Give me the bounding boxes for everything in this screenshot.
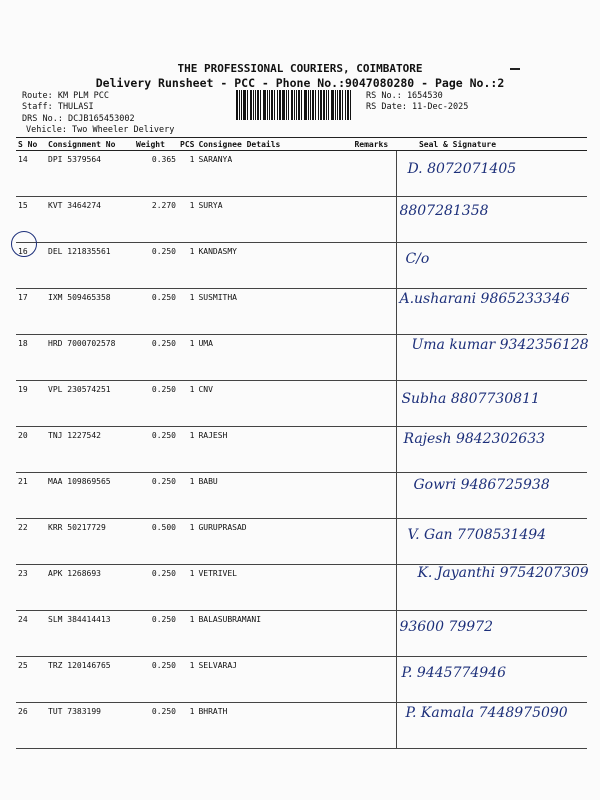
row-weight: 0.250 xyxy=(134,565,178,611)
row-pcs: 1 xyxy=(178,657,196,703)
row-pcs: 1 xyxy=(178,243,196,289)
barcode-bar xyxy=(298,90,300,120)
barcode-bar xyxy=(326,90,327,120)
barcode-bar xyxy=(236,90,238,120)
row-consignee: SURYA xyxy=(196,197,352,243)
row-consignee: SELVARAJ xyxy=(196,657,352,703)
row-consignment: DPI 5379564 xyxy=(46,151,134,197)
table-row xyxy=(16,565,587,611)
row-weight: 0.250 xyxy=(134,703,178,749)
barcode-bar xyxy=(286,90,287,120)
row-consignee: BABU xyxy=(196,473,352,519)
handwritten-signature: P. 9445774946 xyxy=(401,665,507,681)
row-remarks xyxy=(352,381,397,427)
barcode-bar xyxy=(253,90,254,120)
row-weight: 0.250 xyxy=(134,335,178,381)
table-row xyxy=(16,657,587,703)
table-row xyxy=(16,335,587,381)
barcode-bar xyxy=(282,90,285,120)
row-consignment: DEL 121835561 xyxy=(46,243,134,289)
vehicle-label: Vehicle: Two Wheeler Delivery xyxy=(26,125,175,135)
handwritten-signature: 93600 79972 xyxy=(399,619,493,635)
table-row xyxy=(16,197,587,243)
row-consignment: TNJ 1227542 xyxy=(46,427,134,473)
row-consignment: MAA 109869565 xyxy=(46,473,134,519)
barcode-bar xyxy=(291,90,293,120)
row-weight: 0.250 xyxy=(134,381,178,427)
barcode-bar xyxy=(347,90,349,120)
row-remarks xyxy=(352,519,397,565)
row-remarks xyxy=(352,243,397,289)
table-row xyxy=(16,151,587,197)
row-weight: 0.250 xyxy=(134,427,178,473)
barcode-bar xyxy=(342,90,343,120)
row-pcs: 1 xyxy=(178,611,196,657)
table-row xyxy=(16,473,587,519)
row-remarks xyxy=(352,657,397,703)
barcode-bar xyxy=(310,90,311,120)
table-row xyxy=(16,427,587,473)
handwritten-signature: P. Kamala 7448975090 xyxy=(405,705,568,721)
table-row xyxy=(16,243,587,289)
row-consignee: UMA xyxy=(196,335,352,381)
barcode-bar xyxy=(274,90,275,120)
barcode-bar xyxy=(241,90,242,120)
row-sno: 24 xyxy=(16,611,46,657)
table-row xyxy=(16,611,587,657)
row-pcs: 1 xyxy=(178,427,196,473)
row-consignment: VPL 230574251 xyxy=(46,381,134,427)
row-weight: 0.250 xyxy=(134,289,178,335)
row-pcs: 1 xyxy=(178,703,196,749)
barcode-bar xyxy=(296,90,297,120)
row-consignee: RAJESH xyxy=(196,427,352,473)
runsheet-title: Delivery Runsheet - PCC - Phone No.:9047080280 - Page No.:2 xyxy=(95,76,505,90)
row-signature-cell xyxy=(397,611,587,657)
col-sno: S No xyxy=(16,138,46,151)
row-weight: 0.500 xyxy=(134,519,178,565)
row-signature-cell xyxy=(397,335,587,381)
row-consignee: CNV xyxy=(196,381,352,427)
col-pcs: PCS xyxy=(180,139,195,149)
row-remarks xyxy=(352,703,397,749)
row-sno: 21 xyxy=(16,473,46,519)
barcode-bar xyxy=(308,90,309,120)
barcode-bar xyxy=(294,90,295,120)
row-signature-cell xyxy=(397,473,587,519)
row-remarks xyxy=(352,197,397,243)
row-weight: 0.365 xyxy=(134,151,178,197)
row-weight: 0.250 xyxy=(134,657,178,703)
barcode-bar xyxy=(312,90,314,120)
barcode-bar xyxy=(250,90,252,120)
handwritten-signature: K. Jayanthi 9754207309 xyxy=(417,565,589,581)
runsheet-table xyxy=(16,137,587,749)
row-weight: 0.250 xyxy=(134,243,178,289)
barcode-bar xyxy=(337,90,338,120)
handwritten-signature: Subha 8807730811 xyxy=(401,391,540,407)
barcode-bar xyxy=(267,90,268,120)
table-row xyxy=(16,381,587,427)
row-remarks xyxy=(352,473,397,519)
row-consignment: KVT 3464274 xyxy=(46,197,134,243)
barcode-bar xyxy=(239,90,240,120)
table-header-row xyxy=(16,138,587,151)
row-sno: 20 xyxy=(16,427,46,473)
handwritten-signature: C/o xyxy=(405,251,430,267)
row-remarks xyxy=(352,335,397,381)
barcode-bar xyxy=(331,90,334,120)
row-pcs: 1 xyxy=(178,473,196,519)
row-consignee: SUSMITHA xyxy=(196,289,352,335)
barcode-bar xyxy=(255,90,256,120)
handwritten-signature: 8807281358 xyxy=(399,203,489,219)
row-pcs: 1 xyxy=(178,519,196,565)
handwritten-signature: V. Gan 7708531494 xyxy=(407,527,547,543)
row-consignee: BHRATH xyxy=(196,703,352,749)
row-remarks xyxy=(352,289,397,335)
row-sno: 15 xyxy=(16,197,46,243)
barcode-bar xyxy=(257,90,259,120)
barcode-bar xyxy=(263,90,266,120)
row-consignment: SLM 384414413 xyxy=(46,611,134,657)
barcode-bar xyxy=(350,90,351,120)
table-row xyxy=(16,519,587,565)
barcode-bar xyxy=(335,90,336,120)
row-signature-cell xyxy=(397,151,587,197)
row-sno: 18 xyxy=(16,335,46,381)
col-consignee: Consignee Details xyxy=(196,138,352,151)
handwritten-signature: A.usharani 9865233346 xyxy=(399,291,570,307)
row-signature-cell xyxy=(397,657,587,703)
row-signature-cell xyxy=(397,703,587,749)
row-signature-cell xyxy=(397,519,587,565)
barcode-bar xyxy=(260,90,261,120)
row-sno: 22 xyxy=(16,519,46,565)
row-sno: 25 xyxy=(16,657,46,703)
row-weight: 0.250 xyxy=(134,611,178,657)
handwritten-signature: Uma kumar 9342356128 xyxy=(411,337,589,353)
barcode-bar xyxy=(339,90,341,120)
row-signature-cell xyxy=(397,427,587,473)
row-remarks xyxy=(352,151,397,197)
row-consignee: KANDASMY xyxy=(196,243,352,289)
row-pcs: 1 xyxy=(178,151,196,197)
rs-number: RS No.: 1654530 xyxy=(366,91,443,101)
row-weight: 0.250 xyxy=(134,473,178,519)
company-title: THE PROFESSIONAL COURIERS, COIMBATORE xyxy=(177,62,423,75)
barcode-bar xyxy=(277,90,278,120)
row-signature-cell xyxy=(397,565,587,611)
circle-annotation xyxy=(11,231,37,257)
barcode-bar xyxy=(247,90,248,120)
row-consignee: BALASUBRAMANI xyxy=(196,611,352,657)
row-pcs: 1 xyxy=(178,289,196,335)
row-remarks xyxy=(352,427,397,473)
row-sno: 17 xyxy=(16,289,46,335)
row-consignment: APK 1268693 xyxy=(46,565,134,611)
row-consignee: GURUPRASAD xyxy=(196,519,352,565)
barcode-bar xyxy=(320,90,322,120)
col-remarks: Remarks xyxy=(352,138,397,151)
table-row xyxy=(16,703,587,749)
row-signature-cell xyxy=(397,197,587,243)
drs-number: DRS No.: DCJB165453002 xyxy=(22,114,135,124)
row-sno: 23 xyxy=(16,565,46,611)
row-consignment: HRD 7000702578 xyxy=(46,335,134,381)
row-consignment: KRR 50217729 xyxy=(46,519,134,565)
table-row xyxy=(16,289,587,335)
handwritten-signature: Gowri 9486725938 xyxy=(413,477,550,493)
barcode-bar xyxy=(279,90,281,120)
col-consignment: Consignment No xyxy=(46,138,134,151)
row-consignment: TUT 7383199 xyxy=(46,703,134,749)
row-consignee: VETRIVEL xyxy=(196,565,352,611)
row-consignee: SARANYA xyxy=(196,151,352,197)
barcode-bar xyxy=(269,90,270,120)
staff-label: Staff: THULASI xyxy=(22,102,94,112)
row-sno: 26 xyxy=(16,703,46,749)
barcode-bar xyxy=(271,90,273,120)
barcode-bar xyxy=(304,90,307,120)
col-weight: Weight xyxy=(134,138,178,151)
row-pcs: 1 xyxy=(178,197,196,243)
rs-date: RS Date: 11-Dec-2025 xyxy=(366,102,469,112)
row-signature-cell xyxy=(397,381,587,427)
barcode-image xyxy=(236,90,362,120)
row-remarks xyxy=(352,611,397,657)
barcode-bar xyxy=(328,90,329,120)
col-signature: Seal & Signature xyxy=(397,138,587,151)
barcode-bar xyxy=(288,90,289,120)
row-pcs: 1 xyxy=(178,335,196,381)
handwritten-signature: D. 8072071405 xyxy=(407,161,517,177)
barcode-bar xyxy=(301,90,302,120)
row-sno: 19 xyxy=(16,381,46,427)
row-sno: 14 xyxy=(16,151,46,197)
row-sno: 16 xyxy=(16,243,46,289)
row-consignment: TRZ 120146765 xyxy=(46,657,134,703)
barcode-bar xyxy=(345,90,346,120)
row-signature-cell xyxy=(397,243,587,289)
row-pcs: 1 xyxy=(178,565,196,611)
barcode-bar xyxy=(323,90,325,120)
row-weight: 2.270 xyxy=(134,197,178,243)
row-signature-cell xyxy=(397,289,587,335)
row-consignment: IXM 509465358 xyxy=(46,289,134,335)
barcode-bar xyxy=(243,90,246,120)
route-label: Route: KM PLM PCC xyxy=(22,91,109,101)
barcode-bar xyxy=(318,90,319,120)
row-pcs: 1 xyxy=(178,381,196,427)
row-remarks xyxy=(352,565,397,611)
handwritten-signature: Rajesh 9842302633 xyxy=(403,431,546,447)
barcode-bar xyxy=(315,90,316,120)
